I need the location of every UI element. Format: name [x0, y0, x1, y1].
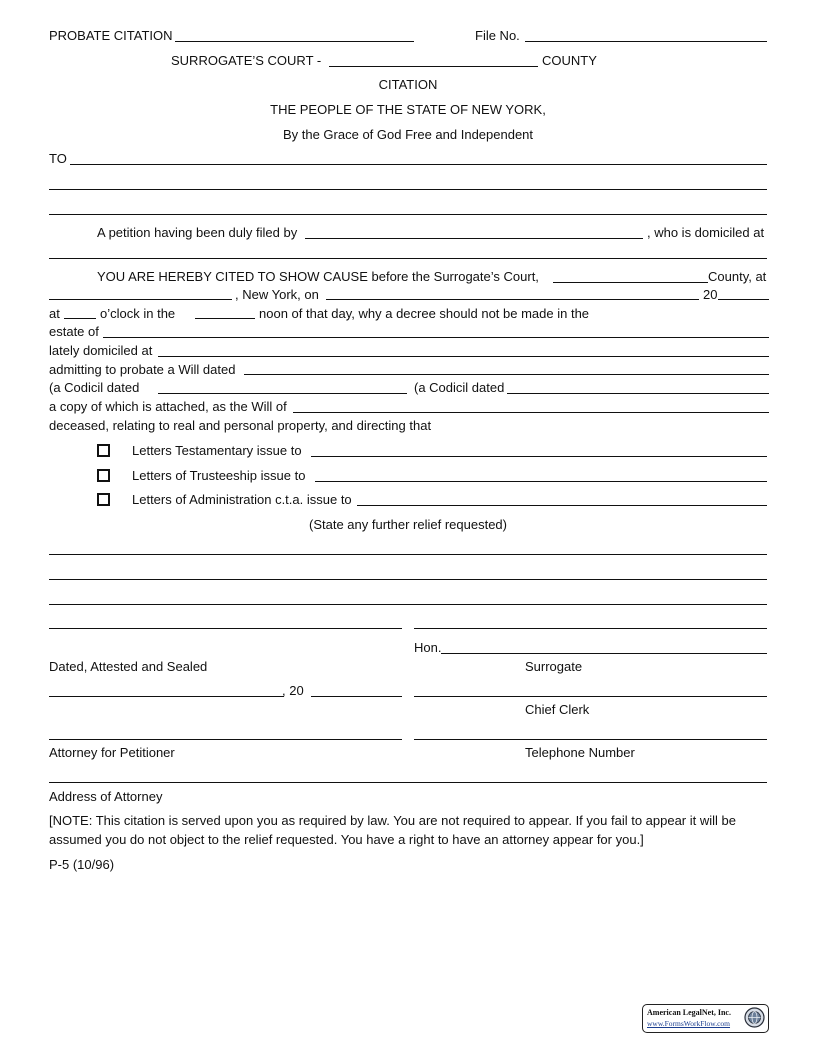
people-heading: THE PEOPLE OF THE STATE OF NEW YORK, — [270, 102, 546, 117]
further-relief-label: (State any further relief requested) — [309, 517, 507, 532]
estate-of-field[interactable] — [103, 337, 769, 338]
surrogate-label: Surrogate — [525, 659, 583, 674]
lately-domiciled-label: lately domiciled at — [49, 343, 153, 358]
further-relief-line-1[interactable] — [49, 554, 767, 555]
will-of-field[interactable] — [293, 412, 769, 413]
new-york-on-label: , New York, on — [235, 287, 319, 302]
chief-clerk-label: Chief Clerk — [525, 702, 590, 717]
letters-testamentary-label: Letters Testamentary issue to — [132, 443, 302, 458]
to-field-line-1[interactable] — [70, 164, 767, 165]
surrogate-court-label: SURROGATE’S COURT - — [171, 53, 322, 68]
further-relief-line-3[interactable] — [49, 604, 767, 605]
attorney-label: Attorney for Petitioner — [49, 745, 175, 760]
codicil-dated-label-2: (a Codicil dated — [414, 380, 505, 395]
globe-icon — [744, 1007, 765, 1028]
at-label: at — [49, 306, 60, 321]
petition-filed-by-label: A petition having been duly filed by — [97, 225, 298, 240]
to-field-line-3[interactable] — [49, 214, 767, 215]
hearing-hour-field[interactable] — [64, 318, 96, 319]
letters-administration-field[interactable] — [357, 505, 767, 506]
telephone-label: Telephone Number — [525, 745, 635, 760]
noon-text: noon of that day, why a decree should not be made in the — [259, 306, 590, 321]
logo-url-link[interactable]: www.FormsWorkFlow.com — [647, 1019, 731, 1028]
petitioner-domicile-field[interactable] — [49, 258, 767, 259]
address-label: Address of Attorney — [49, 789, 163, 804]
form-number: P-5 (10/96) — [49, 857, 115, 872]
note-line-2: assumed you do not object to the relief requested. You have a right to have an attorney appear for you.] — [49, 832, 644, 847]
hearing-year-field[interactable] — [718, 299, 769, 300]
right-signature-line[interactable] — [414, 628, 767, 629]
letters-trusteeship-label: Letters of Trusteeship issue to — [132, 468, 306, 483]
letters-administration-label: Letters of Administration c.t.a. issue to — [132, 492, 352, 507]
court-location-field[interactable] — [49, 299, 232, 300]
probate-citation-field[interactable] — [175, 41, 414, 42]
fore-after-noon-field[interactable] — [195, 318, 255, 319]
file-no-label: File No. — [475, 28, 520, 43]
letters-trusteeship-checkbox[interactable] — [97, 469, 110, 482]
petitioner-name-field[interactable] — [305, 238, 643, 239]
citation-title: CITATION — [378, 77, 438, 92]
letters-testamentary-checkbox[interactable] — [97, 444, 110, 457]
grace-heading: By the Grace of God Free and Independent — [282, 127, 534, 142]
will-date-field[interactable] — [244, 374, 769, 375]
seal-line[interactable] — [49, 628, 402, 629]
oclock-label: o’clock in the — [100, 306, 176, 321]
county-at-label: County, at — [708, 269, 767, 284]
logo-company-name: American LegalNet, Inc. — [647, 1008, 731, 1017]
hon-label: Hon. — [414, 640, 442, 655]
deceased-text: deceased, relating to real and personal property, and directing that — [49, 418, 432, 433]
dated-year-field[interactable] — [311, 696, 402, 697]
codicil-dated-label-1: (a Codicil dated — [49, 380, 140, 395]
attorney-address-field[interactable] — [49, 782, 767, 783]
legalnet-logo[interactable] — [642, 1004, 769, 1033]
to-label: TO — [49, 151, 67, 166]
to-field-line-2[interactable] — [49, 189, 767, 190]
domiciled-at-label: , who is domiciled at — [647, 225, 765, 240]
codicil-date-field-1[interactable] — [158, 393, 407, 394]
lately-domiciled-field[interactable] — [158, 356, 769, 357]
letters-trusteeship-field[interactable] — [315, 481, 767, 482]
dated-year-prefix: , 20 — [282, 683, 304, 698]
surrogate-signature-field[interactable] — [441, 653, 767, 654]
probate-citation-label: PROBATE CITATION — [49, 28, 173, 43]
estate-of-label: estate of — [49, 324, 99, 339]
attorney-field[interactable] — [49, 739, 402, 740]
hearing-date-field[interactable] — [326, 299, 699, 300]
will-of-label: a copy of which is attached, as the Will of — [49, 399, 287, 414]
cited-intro-text: YOU ARE HEREBY CITED TO SHOW CAUSE before the Surrogate’s Court, — [97, 269, 539, 284]
hearing-year-prefix: 20 — [703, 287, 718, 302]
will-dated-label: admitting to probate a Will dated — [49, 362, 236, 377]
letters-testamentary-field[interactable] — [311, 456, 767, 457]
further-relief-line-2[interactable] — [49, 579, 767, 580]
county-label: COUNTY — [542, 53, 597, 68]
court-county-field[interactable] — [553, 282, 708, 283]
telephone-field[interactable] — [414, 739, 767, 740]
file-no-field[interactable] — [525, 41, 767, 42]
dated-attested-label: Dated, Attested and Sealed — [49, 659, 208, 674]
dated-field[interactable] — [49, 696, 284, 697]
codicil-date-field-2[interactable] — [507, 393, 769, 394]
note-line-1: [NOTE: This citation is served upon you as required by law. You are not required to appear. If you fail to appear it will be — [49, 813, 736, 828]
chief-clerk-signature-field[interactable] — [414, 696, 767, 697]
county-name-field[interactable] — [329, 66, 538, 67]
letters-administration-checkbox[interactable] — [97, 493, 110, 506]
